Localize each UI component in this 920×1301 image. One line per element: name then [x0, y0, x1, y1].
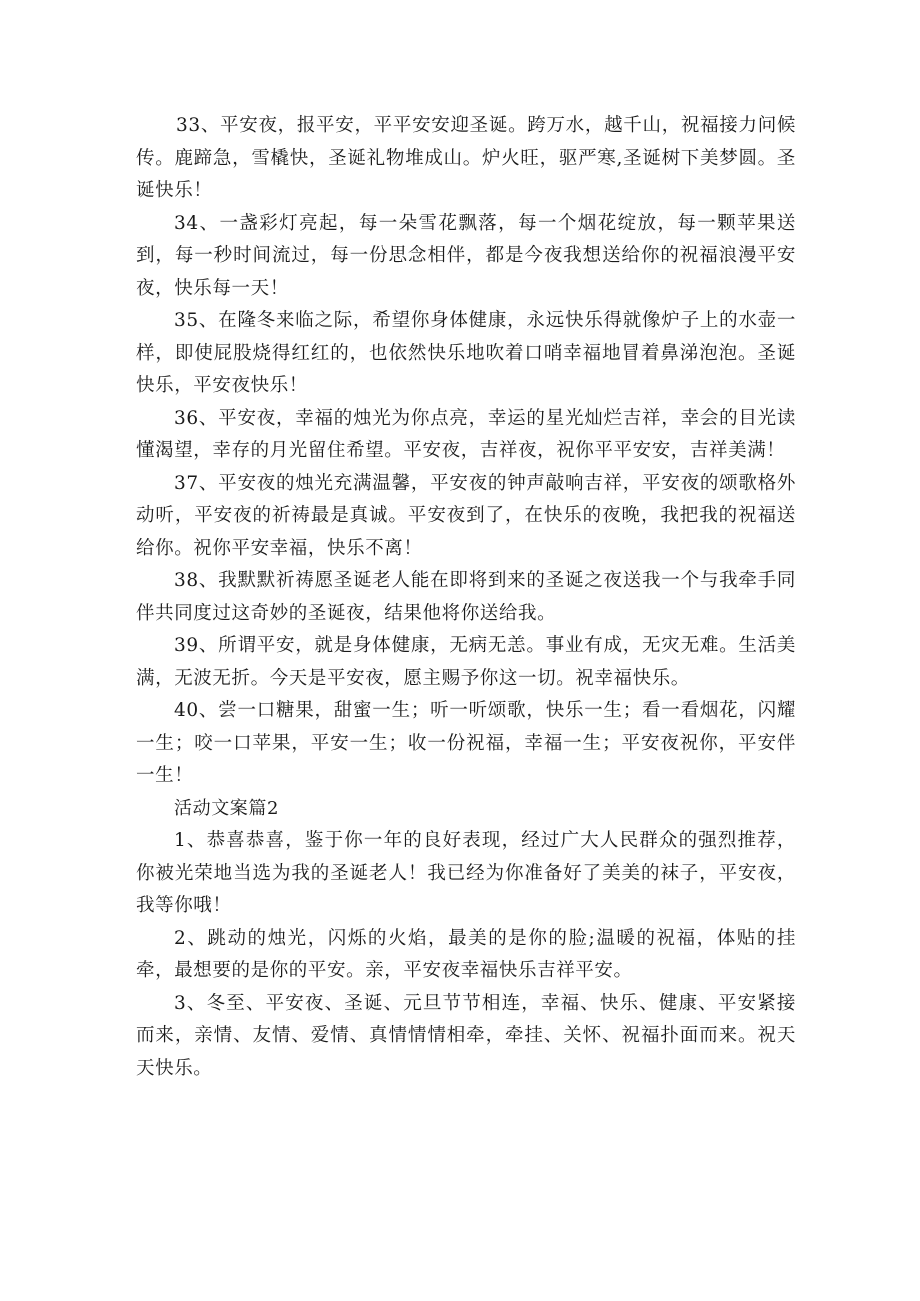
paragraph-34: 34、一盏彩灯亮起，每一朵雪花飘落，每一个烟花绽放，每一颗苹果送到，每一秒时间流过，每一份思念相伴，都是今夜我想送给你的祝福浪漫平安夜，快乐每一天！ — [136, 212, 796, 299]
paragraph-37: 37、平安夜的烛光充满温馨，平安夜的钟声敲响吉祥，平安夜的颂歌格外动听，平安夜的祈祷最是真诚。平安夜到了，在快乐的夜晚，我把我的祝福送给你。祝你平安幸福，快乐不离！ — [136, 472, 796, 559]
document-body — [136, 110, 796, 1085]
section-title: 活动文案篇2 — [174, 797, 280, 819]
paragraph-38: 38、我默默祈祷愿圣诞老人能在即将到来的圣诞之夜送我一个与我牵手同伴共同度过这奇妙的圣诞夜，结果他将你送给我。 — [136, 570, 796, 624]
section-paragraph-3: 3、冬至、平安夜、圣诞、元旦节节相连，幸福、快乐、健康、平安紧接而来，亲情、友情、爱情、真情情情相牵，牵挂、关怀、祝福扑面而来。祝天天快乐。 — [136, 992, 796, 1079]
section-paragraph-2: 2、跳动的烛光，闪烁的火焰，最美的是你的脸;温暖的祝福，体贴的挂牵，最想要的是你的平安。亲，平安夜幸福快乐吉祥平安。 — [136, 927, 796, 981]
paragraph-33: 33、平安夜，报平安，平平安安迎圣诞。跨万水，越千山，祝福接力问候传。鹿蹄急，雪橇快，圣诞礼物堆成山。炉火旺，驱严寒,圣诞树下美梦圆。圣诞快乐！ — [136, 115, 796, 201]
section-paragraph-1: 1、恭喜恭喜，鉴于你一年的良好表现，经过广大人民群众的强烈推荐，你被光荣地当选为我的圣诞老人！我已经为你准备好了美美的袜子，平安夜，我等你哦！ — [136, 830, 796, 916]
paragraph-36: 36、平安夜，幸福的烛光为你点亮，幸运的星光灿烂吉祥，幸会的目光读懂渴望，幸存的月光留住希望。平安夜，吉祥夜，祝你平平安安，吉祥美满！ — [136, 407, 796, 461]
paragraph-39: 39、所谓平安，就是身体健康，无病无恙。事业有成，无灾无难。生活美满，无波无折。今天是平安夜，愿主赐予你这一切。祝幸福快乐。 — [136, 635, 796, 689]
paragraph-35: 35、在隆冬来临之际，希望你身体健康，永远快乐得就像炉子上的水壶一样，即使屁股烧得红红的，也依然快乐地吹着口哨幸福地冒着鼻涕泡泡。圣诞快乐，平安夜快乐！ — [136, 310, 796, 396]
paragraph-40: 40、尝一口糖果，甜蜜一生；听一听颂歌，快乐一生；看一看烟花，闪耀一生；咬一口苹果，平安一生；收一份祝福，幸福一生；平安夜祝你，平安伴一生！ — [136, 700, 796, 786]
